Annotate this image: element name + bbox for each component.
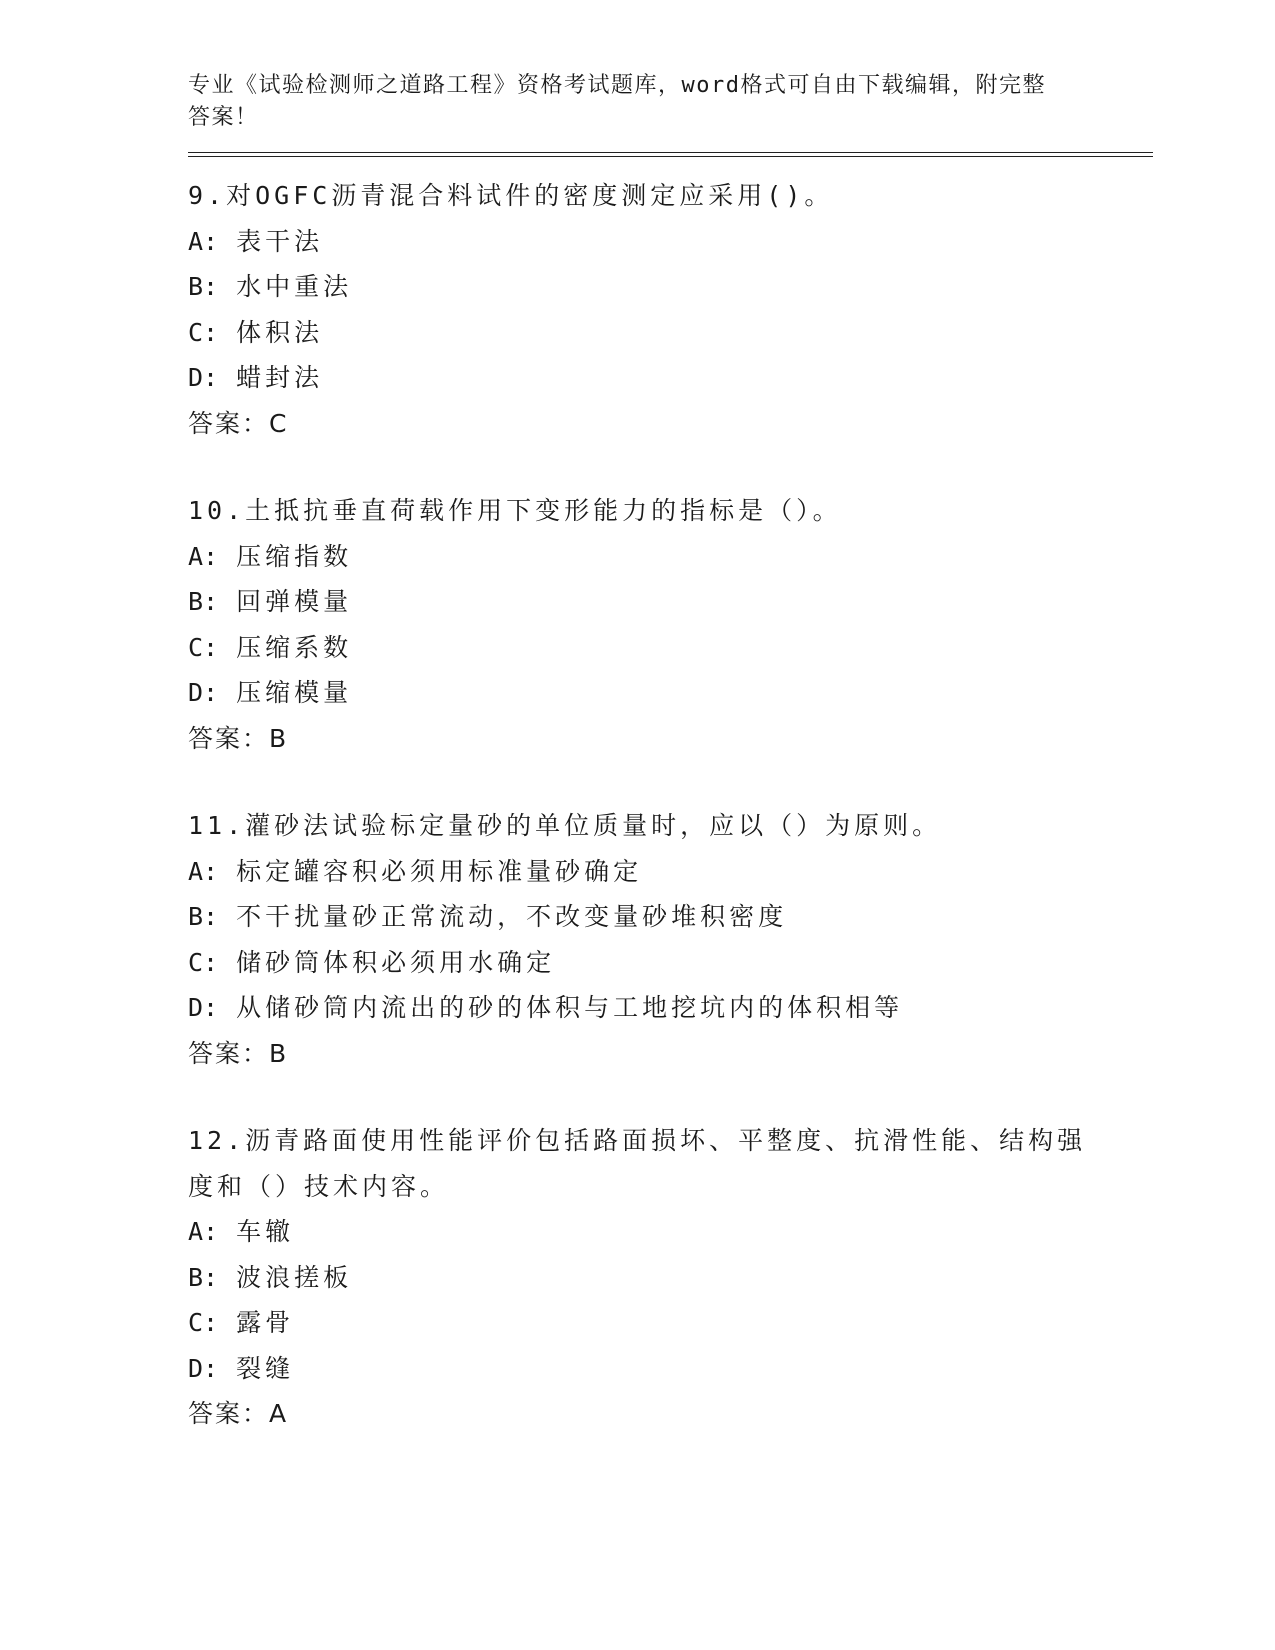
option-b: [188, 894, 1158, 940]
option-c: [188, 310, 1158, 356]
option-letter: A:: [188, 541, 219, 571]
option-text: 不干扰量砂正常流动，不改变量砂堆积密度: [236, 902, 788, 931]
option-text: 表干法: [236, 226, 324, 256]
option-letter: B:: [188, 902, 219, 931]
option-text: 压缩模量: [236, 678, 353, 707]
option-letter: C:: [188, 317, 219, 347]
option-letter: D:: [188, 1353, 219, 1383]
option-letter: B:: [188, 587, 219, 616]
option-d: [188, 355, 1158, 401]
answer-line: 答案：C: [188, 408, 289, 438]
option-letter: A:: [188, 226, 219, 256]
option-letter: A:: [188, 1217, 219, 1246]
option-text: 压缩系数: [236, 632, 353, 662]
option-letter: B:: [188, 1262, 219, 1292]
option-c: [188, 625, 1158, 671]
option-text: 压缩指数: [236, 541, 353, 571]
option-text: 从储砂筒内流出的砂的体积与工地挖坑内的体积相等: [236, 993, 904, 1022]
option-text: 裂缝: [236, 1353, 295, 1383]
option-c: [188, 940, 1158, 986]
option-letter: C:: [188, 632, 219, 662]
option-text: 露骨: [236, 1308, 295, 1337]
option-d: [188, 1346, 1158, 1392]
option-letter: C:: [188, 1308, 219, 1337]
option-text: 储砂筒体积必须用水确定: [236, 947, 556, 977]
answer-line: 答案：B: [188, 1038, 289, 1068]
option-text: 体积法: [236, 317, 324, 347]
option-a: [188, 534, 1158, 580]
question-stem: 11.灌砂法试验标定量砂的单位质量时，应以（）为原则。: [188, 811, 942, 840]
option-a: [188, 219, 1158, 265]
option-letter: B:: [188, 272, 219, 301]
option-text: 波浪搓板: [236, 1262, 353, 1292]
document-page: [188, 70, 1158, 1437]
option-text: 蜡封法: [236, 363, 324, 392]
option-a: [188, 849, 1158, 895]
option-text: 回弹模量: [236, 587, 353, 616]
document-header: 专业《试验检测师之道路工程》资格考试题库，word格式可自由下载编辑，附完整答案！: [188, 73, 1046, 130]
option-d: [188, 985, 1158, 1031]
question-block: [188, 173, 1158, 446]
question-block: [188, 488, 1158, 761]
option-letter: D:: [188, 993, 219, 1022]
answer-line: 答案：B: [188, 723, 289, 753]
option-a: [188, 1209, 1158, 1255]
option-text: 标定罐容积必须用标准量砂确定: [236, 856, 643, 886]
question-stem: 10.土抵抗垂直荷载作用下变形能力的指标是（）。: [188, 496, 842, 525]
option-letter: A:: [188, 856, 219, 886]
option-d: [188, 670, 1158, 716]
option-b: [188, 264, 1158, 310]
option-text: 车辙: [236, 1217, 295, 1246]
option-letter: D:: [188, 678, 219, 707]
question-block: [188, 1118, 1158, 1437]
question-block: [188, 803, 1158, 1076]
option-b: [188, 1255, 1158, 1301]
option-letter: C:: [188, 947, 219, 977]
header-divider: [188, 152, 1153, 157]
option-c: [188, 1300, 1158, 1346]
option-b: [188, 579, 1158, 625]
question-stem: 12.沥青路面使用性能评价包括路面损坏、平整度、抗滑性能、结构强度和（）技术内容。: [188, 1126, 1087, 1201]
question-stem: 9.对OGFC沥青混合料试件的密度测定应采用()。: [188, 181, 834, 210]
option-text: 水中重法: [236, 272, 353, 301]
option-letter: D:: [188, 363, 219, 392]
answer-line: 答案：A: [188, 1399, 289, 1428]
